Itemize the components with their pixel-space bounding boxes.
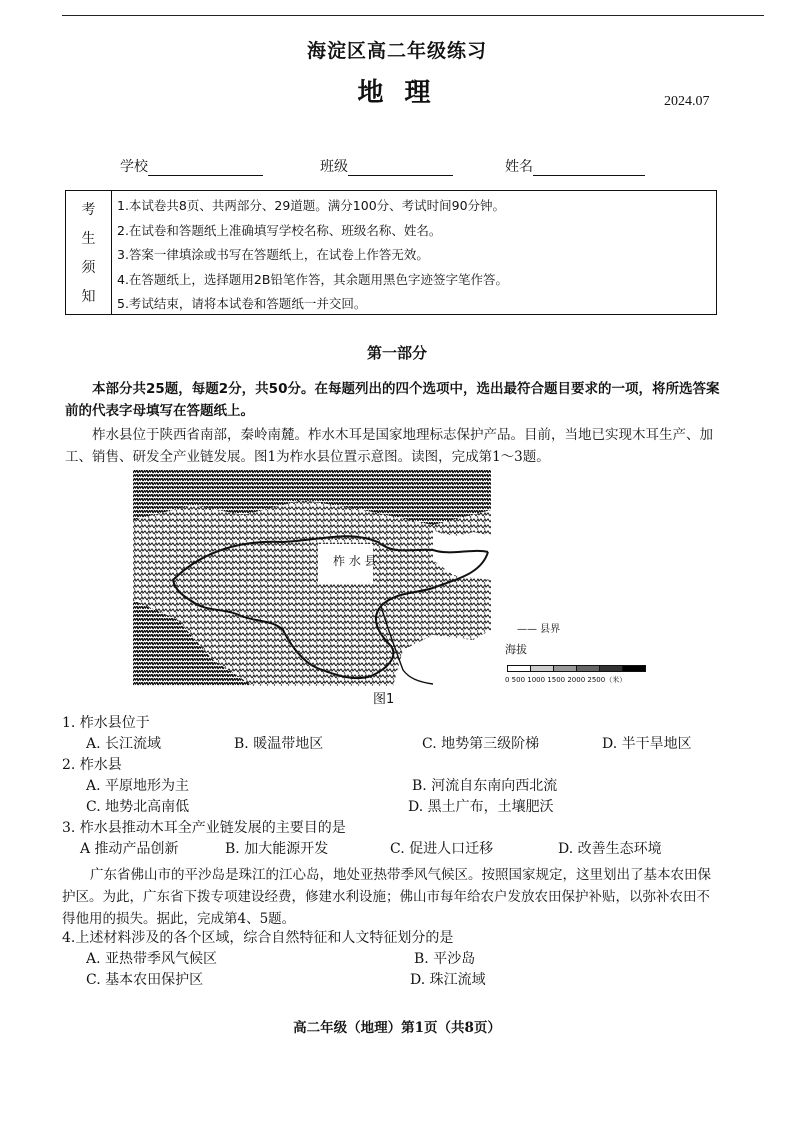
- zhashui-location-map: [133, 470, 491, 686]
- option[interactable]: B. 加大能源开发: [225, 841, 329, 857]
- notice-item: 3.答案一律填涂或书写在答题纸上，在试卷上作答无效。: [117, 247, 429, 262]
- class-label: 班级: [320, 159, 348, 175]
- option[interactable]: B. 平沙岛: [414, 951, 476, 967]
- notice-head-char: 知: [81, 288, 96, 305]
- passage-1: 柞水县位于陕西省南部，秦岭南麓。柞水木耳是国家地理标志保护产品。目前，当地已实现木耳生产、加工、销售、研发全产业链发展。图1为柞水县位置示意图。读图，完成第1～3题。: [65, 427, 713, 465]
- option[interactable]: D. 黑土广布，土壤肥沃: [408, 799, 554, 815]
- options-row: [62, 839, 742, 860]
- option[interactable]: A. 平原地形为主: [86, 778, 190, 794]
- notice-item: 1.本试卷共8页、共两部分、29道题。满分100分、考试时间90分钟。: [117, 198, 506, 213]
- question-stem: 2. 柞水县: [62, 757, 122, 773]
- question-block-1-3: [62, 713, 742, 860]
- notice-item: 4.在答题纸上，选择题用2B铅笔作答，其余题用黑色字迹签字笔作答。: [117, 271, 508, 287]
- option[interactable]: D. 珠江流域: [410, 972, 486, 988]
- option[interactable]: A. 亚热带季风气候区: [86, 951, 218, 967]
- question-stem: 3. 柞水县推动木耳全产业链发展的主要目的是: [62, 820, 346, 836]
- school-label: 学校: [120, 159, 148, 175]
- class-field[interactable]: [320, 156, 505, 176]
- figure-caption: 图1: [373, 692, 395, 707]
- notice-item: 2.在试卷和答题纸上准确填写学校名称、班级名称、姓名。: [117, 222, 442, 238]
- legend-boundary: —— 县界: [517, 624, 561, 635]
- name-field[interactable]: [505, 156, 645, 176]
- top-rule: [62, 15, 764, 16]
- legend-elevation: 海拔: [505, 643, 527, 656]
- school-field[interactable]: [120, 156, 320, 176]
- exam-notice-box: [65, 190, 717, 315]
- option[interactable]: C. 地势北高南低: [86, 799, 190, 815]
- subject-title: 地 理: [357, 78, 437, 108]
- options-row: [62, 797, 742, 818]
- ramp-step: [531, 665, 554, 672]
- elevation-ramp: [507, 665, 646, 672]
- options-row: [62, 776, 742, 797]
- student-info-fields: [120, 156, 645, 176]
- notice-item: 5.考试结束，请将本试卷和答题纸一并交回。: [117, 296, 367, 311]
- ramp-step: [577, 665, 600, 672]
- options-row: [62, 949, 742, 970]
- exam-date: 2024.07: [664, 94, 710, 109]
- question-block-4: [62, 928, 742, 991]
- exam-title: 海淀区高二年级练习: [306, 40, 487, 62]
- name-label: 姓名: [505, 159, 533, 175]
- option[interactable]: B. 河流自东南向西北流: [412, 778, 558, 794]
- notice-head-char: 生: [81, 231, 96, 248]
- page-footer: 高二年级（地理）第1页（共8页）: [293, 1020, 501, 1036]
- notice-head-char: 须: [81, 259, 96, 276]
- options-row: [62, 970, 742, 991]
- school-blank[interactable]: [148, 161, 263, 176]
- option[interactable]: D. 改善生态环境: [558, 841, 662, 857]
- option[interactable]: B. 暖温带地区: [234, 736, 324, 752]
- ramp-step: [600, 665, 623, 672]
- notice-items: [112, 191, 716, 314]
- ramp-step: [623, 665, 646, 672]
- class-blank[interactable]: [348, 161, 453, 176]
- option[interactable]: C. 地势第三级阶梯: [422, 736, 540, 752]
- option[interactable]: C. 基本农田保护区: [86, 972, 204, 988]
- question-stem: 4.上述材料涉及的各个区域，综合自然特征和人文特征划分的是: [62, 930, 454, 946]
- notice-head-char: 考: [81, 202, 96, 219]
- passage-2: 广东省佛山市的平沙岛是珠江的江心岛，地处亚热带季风气候区。按照国家规定，这里划出了基本农田保护区。为此，广东省下拨专项建设经费，修建水利设施；佛山市每年给农户发放农田保护补贴，以弥补农田不得他用的损失。据此，完成第4、5题。: [62, 867, 711, 927]
- option[interactable]: A. 长江流域: [86, 736, 162, 752]
- question-stem: 1. 柞水县位于: [62, 715, 150, 731]
- part-title: 第一部分: [366, 344, 427, 362]
- option[interactable]: A 推动产品创新: [80, 841, 179, 857]
- notice-heading: [66, 191, 112, 314]
- option[interactable]: C. 促进人口迁移: [390, 841, 494, 857]
- elevation-scale-values: 0 500 1000 1500 2000 2500（米）: [505, 676, 627, 684]
- map-legend: [505, 620, 646, 685]
- name-blank[interactable]: [533, 161, 645, 176]
- ramp-step: [507, 665, 531, 672]
- map-county-label: 柞 水 县: [333, 554, 377, 568]
- part-instructions: 本部分共25题，每题2分，共50分。在每题列出的四个选项中，选出最符合题目要求的一项，将所选答案前的代表字母填写在答题纸上。: [65, 381, 720, 419]
- option[interactable]: D. 半干旱地区: [602, 736, 692, 752]
- options-row: [62, 734, 742, 755]
- ramp-step: [554, 665, 577, 672]
